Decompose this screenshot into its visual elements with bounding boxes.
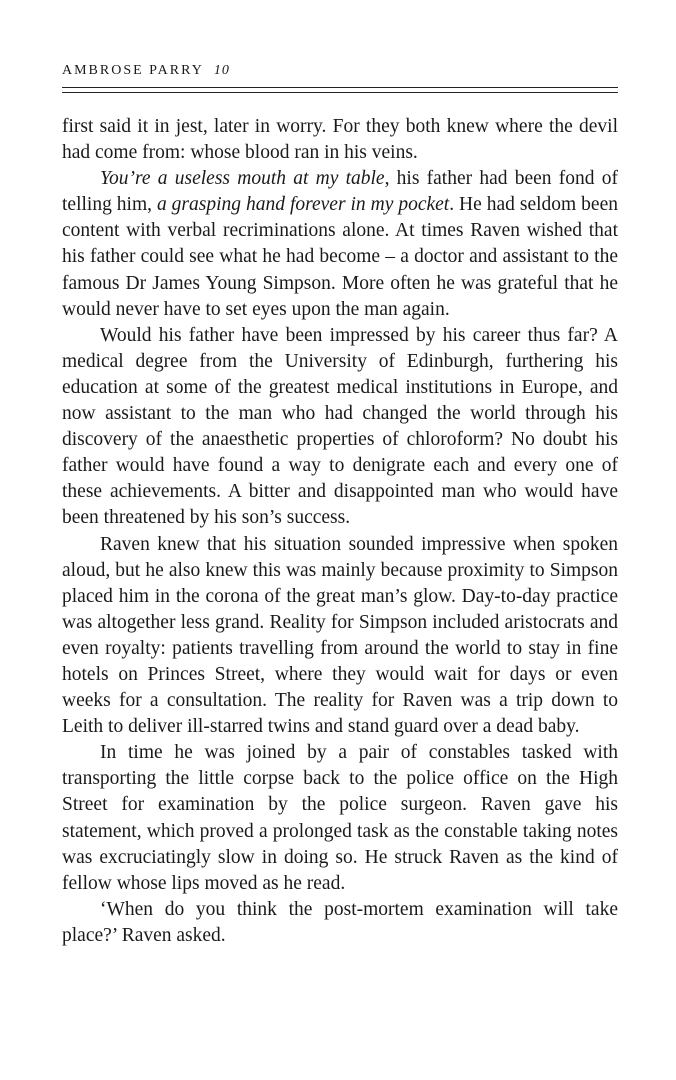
paragraph: first said it in jest, later in worry. For they both knew where the devil had come from: whose blood ran in his veins. xyxy=(62,116,618,164)
italic-quote: You’re a useless mouth at my table xyxy=(100,168,385,190)
running-head xyxy=(62,62,618,80)
paragraph: In time he was joined by a pair of constables tasked with transporting the little corpse back to the police office on the High Street for examination by the police surgeon. Raven gave his statement, which proved a prolonged task as the constable taking notes was excruciatingly slow in doing so. He struck Raven as the kind of fellow whose lips moved as he read. xyxy=(62,742,618,894)
paragraph: ‘When do you think the post-mortem examination will take place?’ Raven asked. xyxy=(62,898,618,946)
header-rule-bottom xyxy=(62,92,618,93)
page-number: 10 xyxy=(213,63,230,78)
running-head-author: AMBROSE PARRY xyxy=(62,63,204,78)
paragraph: Raven knew that his situation sounded impressive when spoken aloud, but he also knew this was mainly because proximity to Simpson placed him in the corona of the great man’s glow. Day-to-day practice was altogether less grand. Reality for Simpson included aristocrats and even royalty: patients travelling from around the world to stay in fine hotels on Princes Street, where they would wait for days or even weeks for a consultation. The reality for Raven was a trip down to Leith to deliver ill-starred twins and stand guard over a dead baby. xyxy=(62,533,618,738)
body-text xyxy=(62,114,618,949)
italic-quote: a grasping hand forever in my pocket xyxy=(156,194,450,216)
book-page xyxy=(62,0,618,1080)
paragraph: You’re a useless mouth at my table, his father had been fond of telling him, a grasping hand forever in my pocket. He had seldom been content with verbal recriminations alone. At times Raven wished that his father could see what he had become – a doctor and assistant to the famous Dr James Young Simpson. More often he was grateful that he would never have to set eyes upon the man again. xyxy=(62,168,618,320)
paragraph: Would his father have been impressed by his career thus far? A medical degree from the University of Edinburgh, furthering his education at some of the greatest medical institutions in Europe, and now assistant to the man who had changed the world through his discovery of the anaesthetic properties of chloroform? No doubt his father would have found a way to denigrate each and every one of these achievements. A bitter and disappointed man who would have been threatened by his son’s success. xyxy=(62,324,618,529)
header-rule-top xyxy=(62,87,618,88)
